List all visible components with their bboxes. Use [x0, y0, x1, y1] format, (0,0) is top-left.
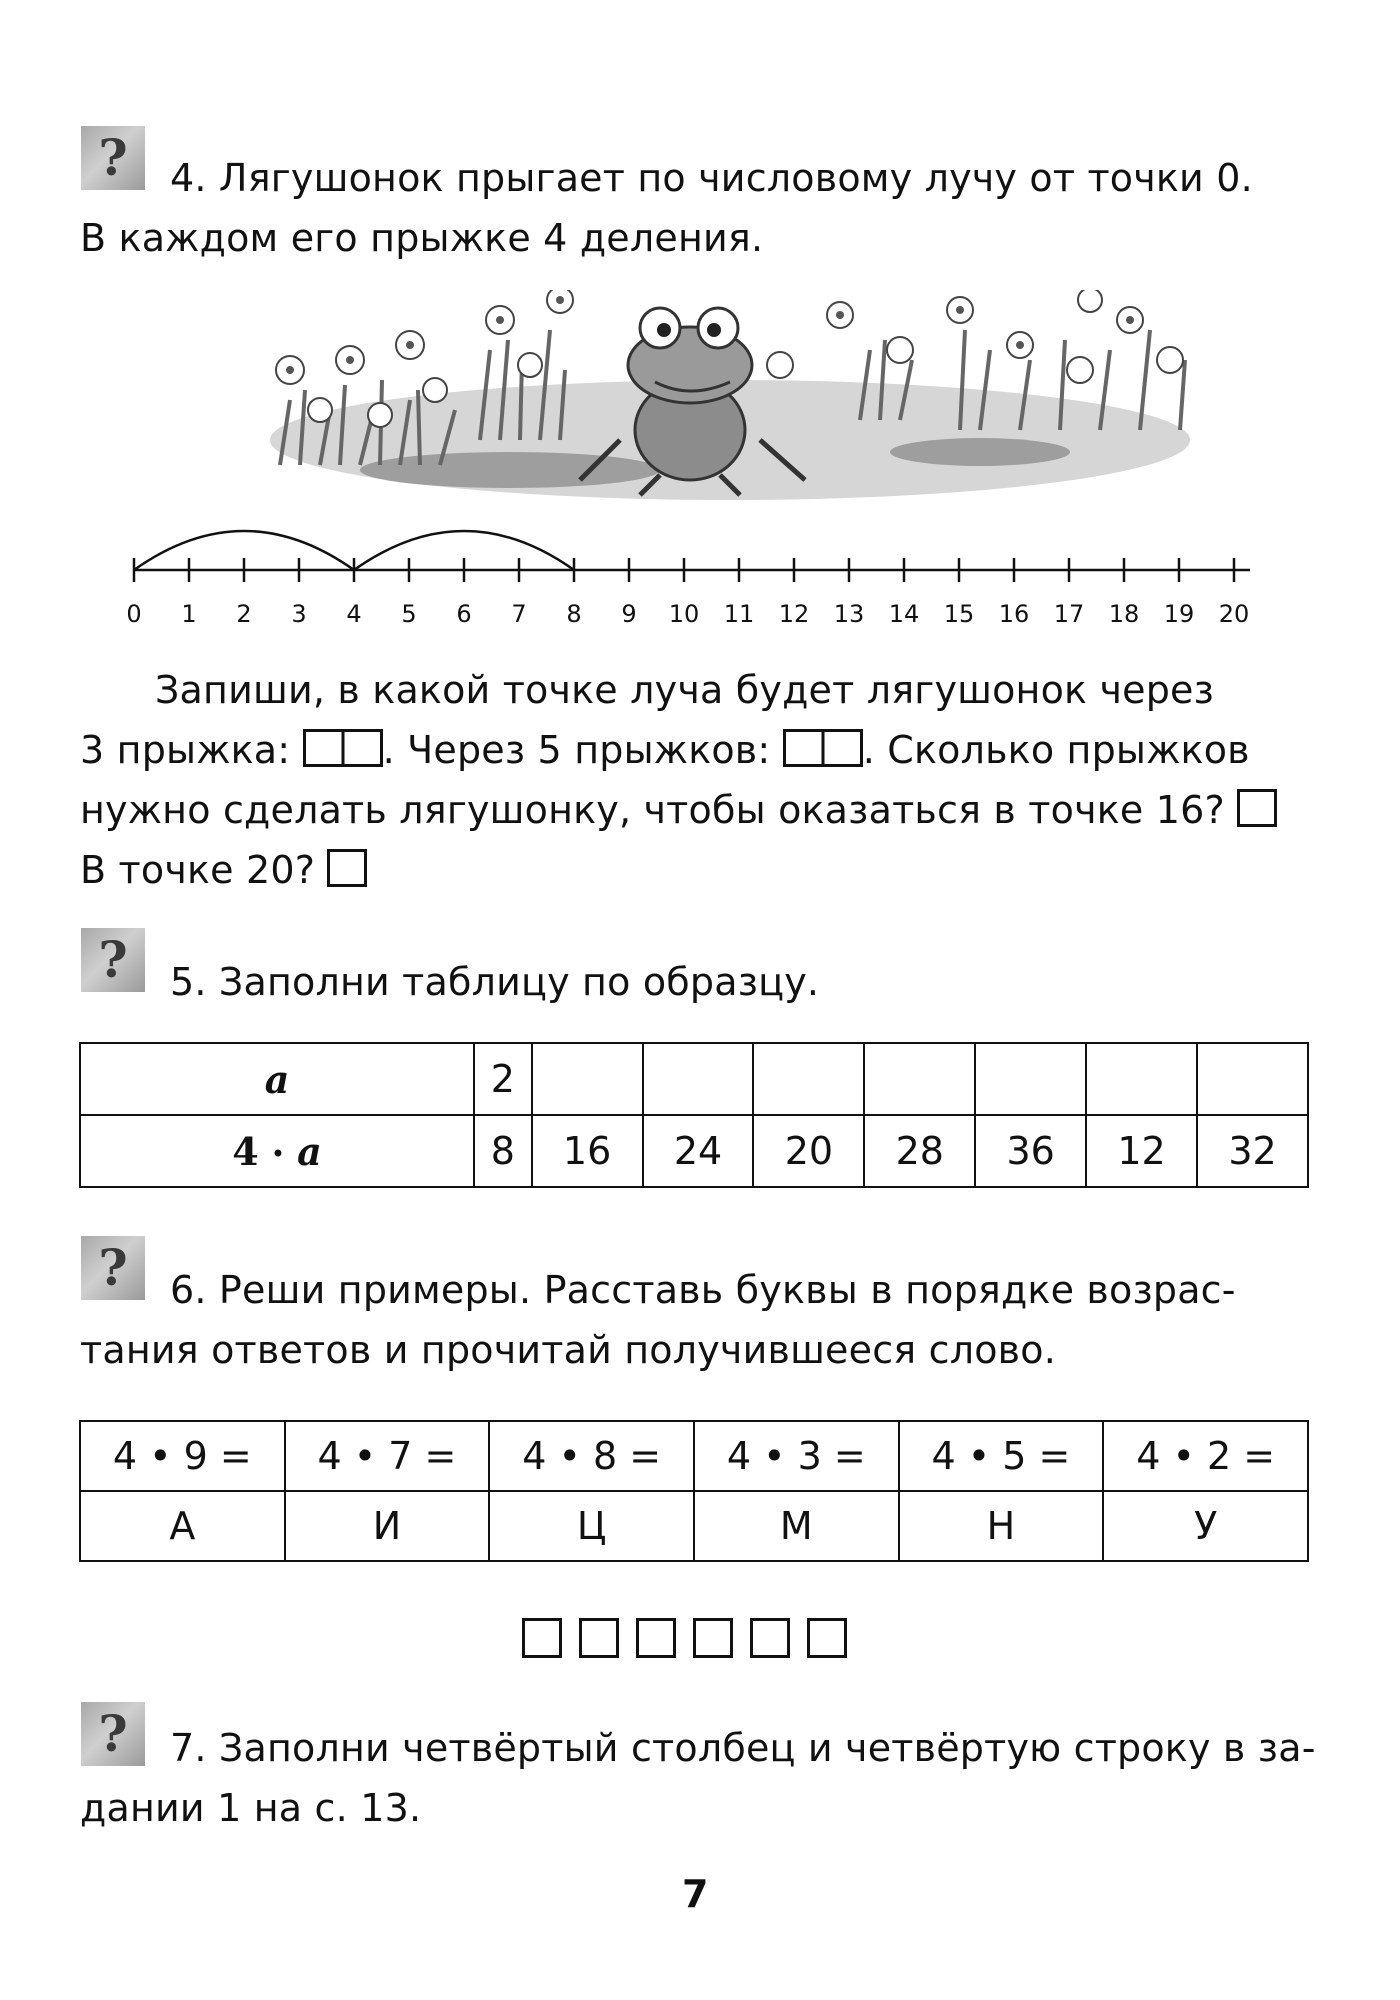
answer-box-point-16[interactable] — [1237, 789, 1277, 827]
number-line-label: 11 — [723, 600, 755, 628]
table-cell[interactable] — [532, 1043, 643, 1115]
task5-table — [79, 1042, 1309, 1188]
task4-question-line1: Запиши, в какой точке луча будет лягушонок через — [155, 668, 1215, 712]
word-letter-slot[interactable] — [750, 1618, 790, 1658]
word-letter-slot[interactable] — [579, 1618, 619, 1658]
number-line-label: 1 — [181, 600, 197, 628]
number-line-label: 13 — [833, 600, 865, 628]
page-number: 7 — [682, 1872, 709, 1916]
number-line-label: 20 — [1218, 600, 1250, 628]
table-cell: 24 — [643, 1115, 754, 1187]
table-cell: 28 — [864, 1115, 975, 1187]
task4-q4-text: В точке 20? — [80, 848, 316, 892]
table-cell[interactable] — [643, 1043, 754, 1115]
question-badge-5: ? — [81, 928, 145, 992]
number-line-label: 3 — [291, 600, 307, 628]
number-line-label: 0 — [126, 600, 142, 628]
table-cell[interactable]: 2 — [474, 1043, 532, 1115]
task6-table — [79, 1420, 1309, 1562]
table-cell[interactable] — [1197, 1043, 1308, 1115]
table-cell: 12 — [1086, 1115, 1197, 1187]
example-cell: 4 • 2 = — [1103, 1421, 1308, 1491]
number-line-label: 6 — [456, 600, 472, 628]
letter-cell: И — [285, 1491, 490, 1561]
table-header-4a: 4 • a — [80, 1115, 474, 1187]
example-cell: 4 • 9 = — [80, 1421, 285, 1491]
task4-q3-text: нужно сделать лягушонку, чтобы оказаться в точке 16? — [80, 788, 1225, 832]
example-cell: 4 • 3 = — [694, 1421, 899, 1491]
table-cell[interactable] — [1086, 1043, 1197, 1115]
task4-q2-part-a: 3 прыжка: — [80, 728, 303, 772]
number-line-label: 5 — [401, 600, 417, 628]
table-header-a: a — [80, 1043, 474, 1115]
table-cell[interactable] — [753, 1043, 864, 1115]
number-line-label: 10 — [668, 600, 700, 628]
table-cell[interactable] — [975, 1043, 1086, 1115]
table-cell: 36 — [975, 1115, 1086, 1187]
question-badge-4: ? — [81, 126, 145, 190]
word-letter-slot[interactable] — [636, 1618, 676, 1658]
letter-cell: А — [80, 1491, 285, 1561]
table-cell: 8 — [474, 1115, 532, 1187]
number-line-label: 16 — [998, 600, 1030, 628]
number-line-label: 15 — [943, 600, 975, 628]
number-line-label: 14 — [888, 600, 920, 628]
task7-line1: 7. Заполни четвёртый столбец и четвёртую строку в за- — [170, 1726, 1316, 1770]
task4-question-line2 — [80, 720, 1250, 780]
letter-cell: Н — [899, 1491, 1104, 1561]
number-line-label: 19 — [1163, 600, 1195, 628]
task4-question-line3 — [80, 780, 1277, 840]
answer-box-3-jumps[interactable] — [303, 729, 383, 767]
question-badge-6: ? — [81, 1236, 145, 1300]
task4-question-line4 — [80, 840, 367, 900]
table-cell: 16 — [532, 1115, 643, 1187]
task4-line1: 4. Лягушонок прыгает по числовому лучу от точки 0. — [170, 156, 1253, 200]
example-cell: 4 • 5 = — [899, 1421, 1104, 1491]
task4-q2-part-c: . Сколько прыжков — [862, 728, 1250, 772]
task4-line2: В каждом его прыжке 4 деления. — [80, 216, 764, 260]
table-cell[interactable] — [864, 1043, 975, 1115]
example-cell: 4 • 8 = — [489, 1421, 694, 1491]
word-letter-slot[interactable] — [522, 1618, 562, 1658]
word-letter-slot[interactable] — [693, 1618, 733, 1658]
task6-line1: 6. Реши примеры. Расставь буквы в порядке возрас- — [170, 1268, 1236, 1312]
number-line-label: 7 — [511, 600, 527, 628]
number-line-label: 9 — [621, 600, 637, 628]
number-line-label: 8 — [566, 600, 582, 628]
task6-line2: тания ответов и прочитай получившееся слово. — [80, 1328, 1056, 1372]
number-line-label: 4 — [346, 600, 362, 628]
task4-q2-part-b: . Через 5 прыжков: — [382, 728, 783, 772]
example-cell: 4 • 7 = — [285, 1421, 490, 1491]
number-line-label: 18 — [1108, 600, 1140, 628]
question-badge-7: ? — [81, 1702, 145, 1766]
answer-box-5-jumps[interactable] — [783, 729, 863, 767]
table-cell: 32 — [1197, 1115, 1308, 1187]
letter-cell: М — [694, 1491, 899, 1561]
number-line — [110, 520, 1250, 640]
word-letter-slot[interactable] — [807, 1618, 847, 1658]
frog-pond-illustration — [260, 290, 1220, 530]
number-line-label: 17 — [1053, 600, 1085, 628]
number-line-label: 12 — [778, 600, 810, 628]
letter-cell: Ц — [489, 1491, 694, 1561]
task7-line2: дании 1 на с. 13. — [80, 1786, 422, 1830]
number-line-label: 2 — [236, 600, 252, 628]
answer-box-point-20[interactable] — [327, 849, 367, 887]
task5-title: 5. Заполни таблицу по образцу. — [170, 960, 820, 1004]
table-cell: 20 — [753, 1115, 864, 1187]
letter-cell: У — [1103, 1491, 1308, 1561]
